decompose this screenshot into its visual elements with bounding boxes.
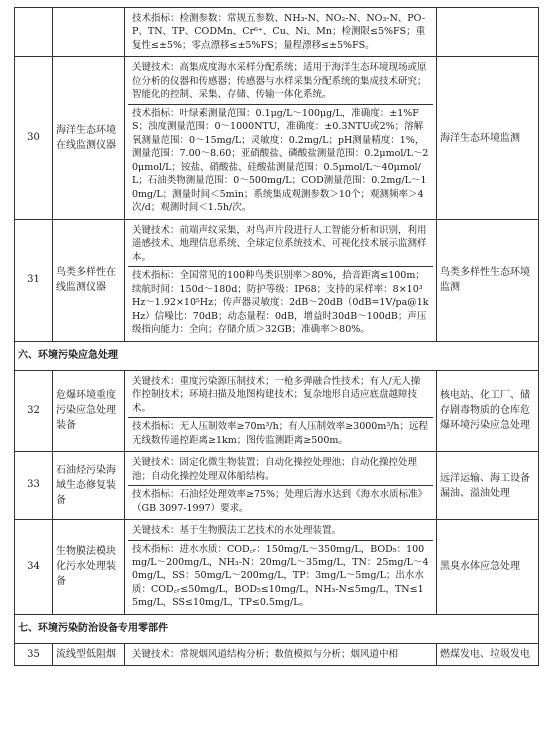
item-number: 33 [15, 452, 53, 520]
item-number: 32 [15, 370, 53, 451]
technical-indicators-text: 技术指标：无人压制效率≥70m³/h；有人压制效率≥3000m³/h；远程无线数传遥控距离≥1km；图传监测距离≥500m。 [128, 417, 433, 449]
item-number: 34 [15, 520, 53, 615]
item-technology-cell [125, 219, 437, 341]
item-number: 31 [15, 219, 53, 341]
item-application: 海洋生态环境监测 [437, 57, 539, 219]
item-application: 核电站、化工厂、储存剧毒物质的仓库危爆环境污染应急处理 [437, 370, 539, 451]
item-name: 海洋生态环境在线监测仪器 [53, 57, 125, 219]
table-row [15, 643, 539, 665]
key-technology-text: 关键技术：重度污染源压制技术；一枪多弹融合性技术；有人/无人操作控制技术；环境扫描及地图构建技术；复杂地形自适应底盘越障技术。 [132, 375, 421, 414]
item-technology-cell [125, 8, 437, 57]
item-name: 生物膜法模块化污水处理装备 [53, 520, 125, 615]
table-row [15, 370, 539, 451]
technical-indicators-text: 技术指标：进水水质：COD꜀ᵣ：150mg/L～350mg/L，BOD₅：100mg/L～200mg/L，NH₃-N：20mg/L～35mg/L，TN：25mg/L～40mg/L，SS：50mg/L～200mg/L，TP：3mg/L～5mg/L；出水水质：COD꜀ᵣ≤50mg/L，BOD₅≤10mg/L，NH₃-N≤5mg/L，TN≤15mg/L，SS≤10mg/L，TP≤0.5mg/L。 [128, 540, 433, 612]
technical-indicators-text: 技术指标：检测参数：常规五参数、NH₃-N、NO₂-N、NO₃-N、PO-P、TN、TP、CODMn、Cr⁶⁺、Cu、Ni、Mn；检测限≤5%FS；重复性≤±5%；零点漂移≤±5%FS；量程漂移≤±5%FS。 [132, 13, 426, 51]
key-technology-text: 关键技术：常规烟风道结构分析；数值模拟与分析；烟风道中相 [132, 648, 399, 660]
item-number: 30 [15, 57, 53, 219]
item-name: 危爆环境重度污染应急处理装备 [53, 370, 125, 451]
table-row [15, 219, 539, 341]
item-technology-cell [125, 370, 437, 451]
item-technology-cell [125, 452, 437, 520]
key-technology-text: 关键技术：基于生物膜法工艺技术的水处理装置。 [132, 525, 342, 537]
section-header-row [15, 341, 539, 370]
table-row [15, 57, 539, 219]
table-row [15, 452, 539, 520]
item-technology-cell [125, 520, 437, 615]
item-number: 35 [15, 643, 53, 665]
section-title: 六、环境污染应急处理 [15, 341, 539, 370]
technical-indicators-text: 技术指标：叶绿素测量范围：0.1μg/L～100μg/L，准确度：±1%FS；浊度测量范围：0～1000NTU，准确度：±0.3NTU或2%；溶解氧测量范围：0～15mg/L；灵敏度：0.2mg/L；pH测量精度：1%，测量范围：7.00～8.60；亚硝酸盐、磷酸盐测量范围：0.2μmol/L～20μmol/L；铵盐、硝酸盐、硅酸盐测量范围：0.5μmol/L～40μmol/L；石油类物测量范围：0～500mg/L；COD测量范围：0.2mg/L～10mg/L；测量时间＜5min；系统集成观测参数＞10个；观测频率＞4次/d；观测时间＜1.5h/次。 [128, 104, 433, 217]
item-application [437, 8, 539, 57]
technical-indicators-text: 技术指标：石油烃处理效率≥75%；处理后海水达到《海水水质标准》（GB 3097-1997）要求。 [128, 485, 433, 517]
key-technology-text: 关键技术：高集成度海水采样分配系统；适用于海洋生态环境现场或原位分析的仪器和传感器；传感器与水样采集分配系统的集成技术研究；智能化的控制、采集、存储、传输一体化系统。 [132, 62, 427, 101]
key-technology-text: 关键技术：固定化微生物装置；自动化操控处理池；自动化操控处理池；自动化操控处理双体船结构。 [132, 457, 418, 482]
item-number [15, 8, 53, 57]
item-technology-cell [125, 643, 437, 665]
item-name: 鸟类多样性在线监测仪器 [53, 219, 125, 341]
table-row [15, 8, 539, 57]
section-title: 七、环境污染防治设备专用零部件 [15, 614, 539, 643]
item-application: 燃煤发电、垃圾发电 [437, 643, 539, 665]
item-name: 石油烃污染海域生态修复装备 [53, 452, 125, 520]
item-application: 黑臭水体应急处理 [437, 520, 539, 615]
technical-indicators-text: 技术指标：全国常见的100种鸟类识别率＞80%，拾音距离≤100m；续航时间：150d～180d；防护等级：IP68；支持的采样率：8×10³Hz～1.92×10⁵Hz；传声器灵敏度：2dB～20dB（0dB=1V/pa@1kHz）信噪比：70dB；动态量程：0dB，增益时30dB～100dB；声压级指向能力：全向；存储介质＞32GB；准确率＞80%。 [128, 266, 433, 338]
item-name [53, 8, 125, 57]
item-application: 远洋运输、海工设备漏油、溢油处理 [437, 452, 539, 520]
item-name: 流线型低阻烟 [53, 643, 125, 665]
equipment-table [14, 7, 539, 666]
table-body [15, 8, 539, 666]
item-application: 鸟类多样性生态环境监测 [437, 219, 539, 341]
table-row [15, 520, 539, 615]
key-technology-text: 关键技术：前端声纹采集，对鸟声片段进行人工智能分析和识别，利用遥感技术、地理信息系统、全球定位系统技术、可视化技术展示监测样本。 [132, 224, 427, 263]
section-header-row [15, 614, 539, 643]
item-technology-cell [125, 57, 437, 219]
